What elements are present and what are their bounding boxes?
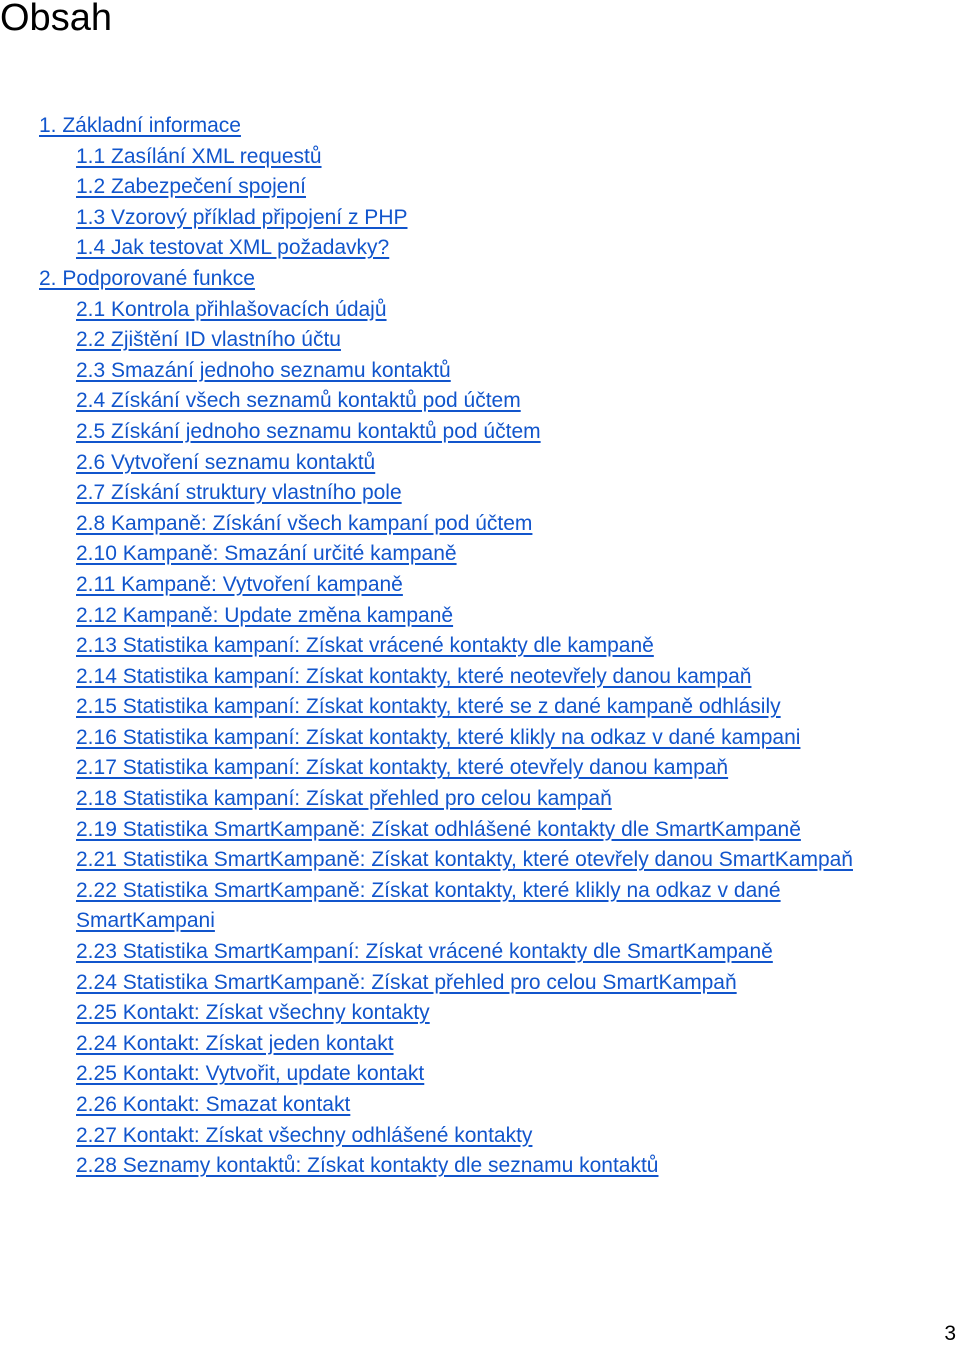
toc-section-item[interactable] xyxy=(0,1090,960,1121)
toc-section-item[interactable] xyxy=(0,1029,960,1060)
toc-link[interactable]: 2.23 Statistika SmartKampaní: Získat vrácené kontakty dle SmartKampaně xyxy=(76,940,773,964)
toc-link[interactable]: 2.26 Kontakt: Smazat kontakt xyxy=(76,1093,351,1116)
toc-section-item[interactable] xyxy=(0,631,960,662)
toc-chapter-item[interactable] xyxy=(0,264,960,295)
toc-section-item[interactable] xyxy=(0,203,960,234)
toc-link[interactable]: 2.10 Kampaně: Smazání určité kampaně xyxy=(76,542,457,566)
page-title: Obsah xyxy=(0,0,112,39)
toc-section-item[interactable] xyxy=(0,1121,960,1152)
toc-link[interactable]: 1.3 Vzorový příklad připojení z PHP xyxy=(76,205,408,229)
toc-link[interactable]: 2.24 Kontakt: Získat jeden kontakt xyxy=(76,1031,394,1055)
toc-link[interactable]: 2.6 Vytvoření seznamu kontaktů xyxy=(76,450,376,474)
toc-section-item[interactable] xyxy=(0,937,960,968)
toc-link[interactable]: 1.2 Zabezpečení spojení xyxy=(76,175,306,199)
toc-section-item[interactable] xyxy=(0,233,960,264)
toc-section-item[interactable] xyxy=(0,509,960,540)
toc-section-item[interactable] xyxy=(0,172,960,203)
page-number: 3 xyxy=(944,1322,956,1345)
toc-section-item[interactable] xyxy=(0,753,960,784)
toc-section-item[interactable] xyxy=(0,478,960,509)
toc-link[interactable]: 2.1 Kontrola přihlašovacích údajů xyxy=(76,297,387,321)
toc-section-item[interactable] xyxy=(0,692,960,723)
toc-link[interactable]: 1. Základní informace xyxy=(39,114,241,137)
toc-link[interactable]: 2.21 Statistika SmartKampaně: Získat kontakty, které otevřely danou SmartKampaň xyxy=(76,848,853,872)
toc-link[interactable]: 2.7 Získání struktury vlastního pole xyxy=(76,481,402,505)
toc-section-item[interactable] xyxy=(0,417,960,448)
toc-link[interactable]: 2.28 Seznamy kontaktů: Získat kontakty dle seznamu kontaktů xyxy=(76,1154,659,1178)
toc-section-item[interactable] xyxy=(0,142,960,173)
toc-link[interactable]: 1.1 Zasílání XML requestů xyxy=(76,144,322,168)
toc-chapter-item[interactable] xyxy=(0,111,960,142)
toc-link[interactable]: 2. Podporované funkce xyxy=(39,266,255,290)
toc-section-item[interactable] xyxy=(0,968,960,999)
toc-link[interactable]: 2.27 Kontakt: Získat všechny odhlášené kontakty xyxy=(76,1123,533,1147)
toc-section-item[interactable] xyxy=(0,386,960,417)
toc-section-item[interactable] xyxy=(0,723,960,754)
toc-section-item[interactable] xyxy=(0,845,960,876)
toc-section-item[interactable] xyxy=(0,601,960,632)
toc-link[interactable]: 2.11 Kampaně: Vytvoření kampaně xyxy=(76,572,403,596)
toc-link[interactable]: 2.25 Kontakt: Vytvořit, update kontakt xyxy=(76,1062,425,1086)
toc-section-item[interactable] xyxy=(0,1151,960,1182)
toc-section-item[interactable] xyxy=(0,448,960,479)
toc-section-item[interactable] xyxy=(0,876,960,937)
toc-link[interactable]: 2.22 Statistika SmartKampaně: Získat kontakty, které klikly na odkaz v dané SmartKampani xyxy=(76,878,781,933)
toc-link[interactable]: 2.15 Statistika kampaní: Získat kontakty, které se z dané kampaně odhlásily xyxy=(76,695,781,719)
toc-section-item[interactable] xyxy=(0,1059,960,1090)
toc-link[interactable]: 1.4 Jak testovat XML požadavky? xyxy=(76,236,390,260)
toc-section-item[interactable] xyxy=(0,815,960,846)
toc-section-item[interactable] xyxy=(0,998,960,1029)
toc-section-item[interactable] xyxy=(0,325,960,356)
toc-link[interactable]: 2.2 Zjištění ID vlastního účtu xyxy=(76,328,341,352)
toc-link[interactable]: 2.18 Statistika kampaní: Získat přehled pro celou kampaň xyxy=(76,787,612,811)
toc-link[interactable]: 2.16 Statistika kampaní: Získat kontakty, které klikly na odkaz v dané kampani xyxy=(76,725,801,749)
table-of-contents xyxy=(0,111,960,1182)
toc-link[interactable]: 2.8 Kampaně: Získání všech kampaní pod účtem xyxy=(76,511,533,535)
toc-link[interactable]: 2.17 Statistika kampaní: Získat kontakty, které otevřely danou kampaň xyxy=(76,756,729,780)
toc-link[interactable]: 2.14 Statistika kampaní: Získat kontakty, které neotevřely danou kampaň xyxy=(76,664,752,688)
toc-section-item[interactable] xyxy=(0,295,960,326)
toc-link[interactable]: 2.5 Získání jednoho seznamu kontaktů pod účtem xyxy=(76,419,541,443)
toc-section-item[interactable] xyxy=(0,784,960,815)
toc-link[interactable]: 2.24 Statistika SmartKampaně: Získat přehled pro celou SmartKampaň xyxy=(76,970,737,994)
toc-link[interactable]: 2.3 Smazání jednoho seznamu kontaktů xyxy=(76,358,451,382)
toc-link[interactable]: 2.13 Statistika kampaní: Získat vrácené kontakty dle kampaně xyxy=(76,634,654,658)
toc-link[interactable]: 2.19 Statistika SmartKampaně: Získat odhlášené kontakty dle SmartKampaně xyxy=(76,817,801,841)
toc-section-item[interactable] xyxy=(0,570,960,601)
toc-section-item[interactable] xyxy=(0,539,960,570)
toc-link[interactable]: 2.12 Kampaně: Update změna kampaně xyxy=(76,603,454,627)
toc-section-item[interactable] xyxy=(0,356,960,387)
toc-link[interactable]: 2.4 Získání všech seznamů kontaktů pod účtem xyxy=(76,389,521,413)
toc-link[interactable]: 2.25 Kontakt: Získat všechny kontakty xyxy=(76,1001,430,1025)
toc-section-item[interactable] xyxy=(0,662,960,693)
